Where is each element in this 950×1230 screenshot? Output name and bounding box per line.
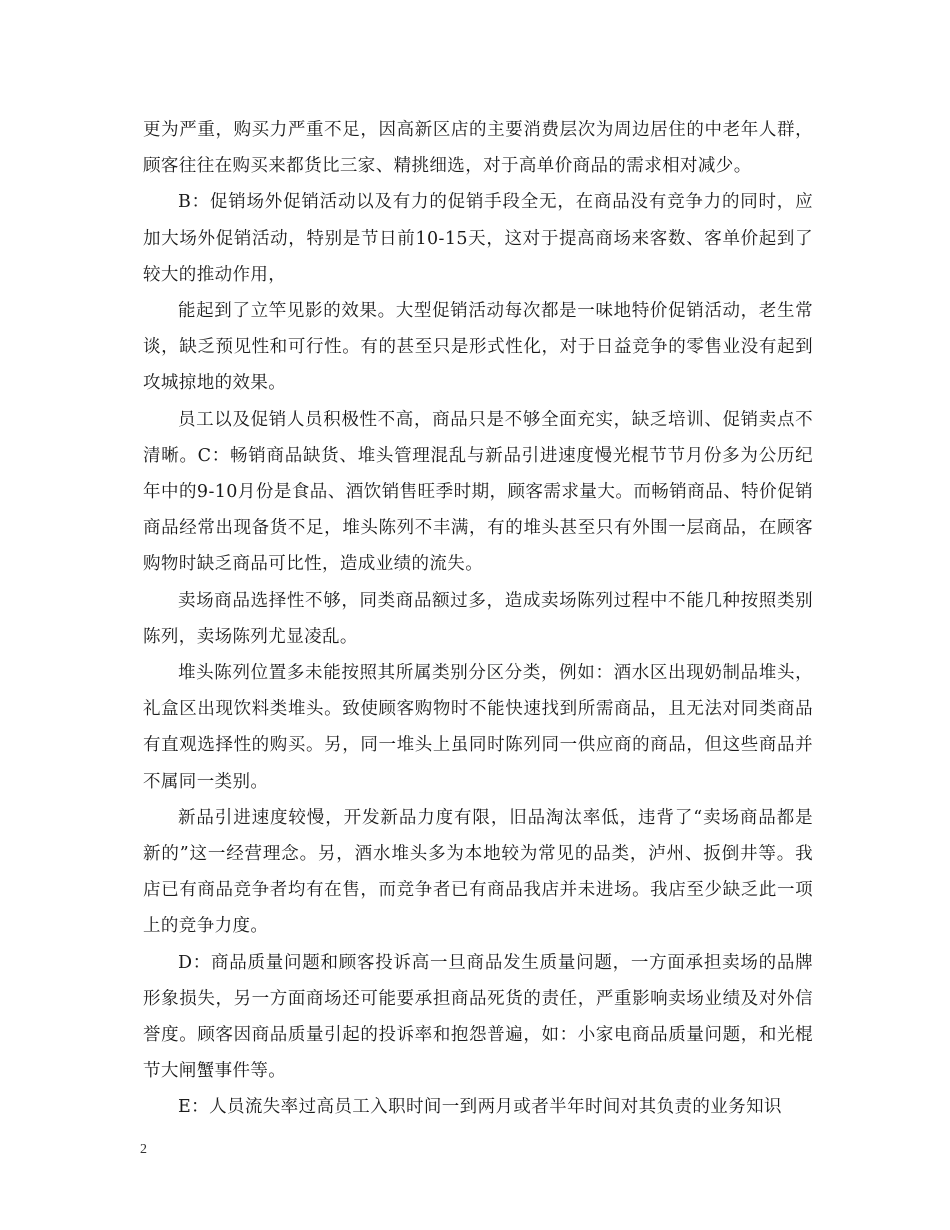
paragraph-3: 能起到了立竿见影的效果。大型促销活动每次都是一味地特价促销活动，老生常谈，缺乏预见性和可行性。有的甚至只是形式性化，对于日益竞争的零售业没有起到攻城掠地的效果。 xyxy=(143,301,813,394)
paragraph-9: E：人员流失率过高员工入职时间一到两月或者半年时间对其负责的业务知识 xyxy=(178,1097,782,1118)
paragraph-2: B：促销场外促销活动以及有力的促销手段全无，在商品没有竞争力的同时，应加大场外促销活动，特别是节日前10-15天，这对于提高商场来客数、客单价起到了较大的推动作用， xyxy=(143,192,813,285)
paragraph-1: 更为严重，购买力严重不足，因高新区店的主要消费层次为周边居住的中老年人群，顾客往往在购买来都货比三家、精挑细选，对于高单价商品的需求相对减少。 xyxy=(143,120,813,177)
paragraph-8: D：商品质量问题和顾客投诉高一旦商品发生质量问题，一方面承担卖场的品牌形象损失，另一方面商场还可能要承担商品死货的责任，严重影响卖场业绩及对外信誉度。顾客因商品质量引起的投诉率和抱怨普遍，如：小家电商品质量问题，和光棍节大闸蟹事件等。 xyxy=(143,952,813,1082)
paragraph-5: 卖场商品选择性不够，同类商品额过多，造成卖场陈列过程中不能几种按照类别陈列，卖场陈列尤显凌乱。 xyxy=(143,590,813,647)
page-number: 2 xyxy=(140,1142,147,1157)
paragraph-4: 员工以及促销人员积极性不高，商品只是不够全面充实，缺乏培训、促销卖点不清晰。C：畅销商品缺货、堆头管理混乱与新品引进速度慢光棍节节月份多为公历纪年中的9-10月份是食品、酒饮销售旺季时期，顾客需求量大。而畅销商品、特价促销商品经常出现备货不足，堆头陈列不丰满，有的堆头甚至只有外围一层商品，在顾客购物时缺乏商品可比性，造成业绩的流失。 xyxy=(143,409,813,575)
paragraph-7: 新品引进速度较慢，开发新品力度有限，旧品淘汰率低，违背了“卖场商品都是新的”这一经营理念。另，酒水堆头多为本地较为常见的品类，泸州、扳倒井等。我店已有商品竞争者均有在售，而竞争者已有商品我店并未进场。我店至少缺乏此一项上的竞争力度。 xyxy=(143,807,813,937)
document-body xyxy=(143,112,813,1126)
paragraph-6: 堆头陈列位置多未能按照其所属类别分区分类，例如：酒水区出现奶制品堆头，礼盒区出现饮料类堆头。致使顾客购物时不能快速找到所需商品，且无法对同类商品有直观选择性的购买。另，同一堆头上虽同时陈列同一供应商的商品，但这些商品并不属同一类别。 xyxy=(143,663,813,792)
